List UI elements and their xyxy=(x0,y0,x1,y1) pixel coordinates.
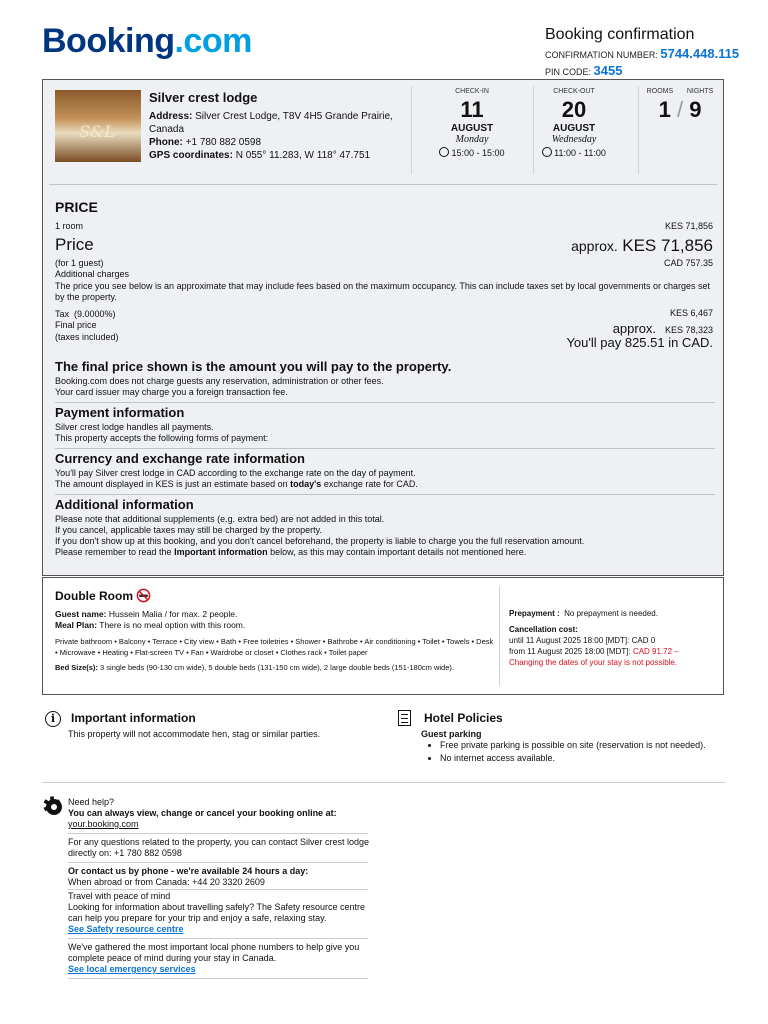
hotel-phone: +1 780 882 0598 xyxy=(185,137,262,148)
list-item: • Free private parking is possible on site (reservation is not needed). xyxy=(440,739,760,752)
divider xyxy=(55,402,715,403)
booking-logo: Booking.com xyxy=(42,22,252,60)
list-item: • No internet access available. xyxy=(440,752,760,765)
policies-list xyxy=(422,739,760,765)
you-pay: You'll pay 825.51 in CAD. xyxy=(566,335,713,350)
price-cad: CAD 757.35 xyxy=(663,258,713,268)
divider xyxy=(49,184,717,185)
divider xyxy=(533,86,534,174)
divider xyxy=(411,86,412,174)
payment-heading: Payment information xyxy=(55,405,185,420)
clock-icon xyxy=(439,147,449,157)
cancellation-info: Prepayment : No prepayment is needed. Cancellation cost: until 11 August 2025 18:00 [MDT]: CAD 0 from 11 August 2025 18:00 [MDT]: CAD 91.72 – Changing the dates of your stay is not possible. xyxy=(509,609,679,667)
booking-details-panel: S&L Silver crest lodge Address: Silver Crest Lodge, T8V 4H5 Grande Prairie, Canada Phone: +1 780 882 0598 GPS coordinates: N 055° 11.283, W 118° 47.751 CHECK-IN 11 AUGUST Monday 15:00 - 15:00 CHECK-OUT 20 AUGUST Wednesday 11:00 - 11:00 ROOMS NIGHTS 1 / 9 PRICE 1 room KES 71,856 Price approx. KES 71,856 (for 1 guest) CAD 757.35 Additional charges The price you see below is an approximate that may include fees based on the maximum occupancy. This can include taxes set by local governments or charges set by the property. Tax (9.0000%) KES 6,467 Final price approx. KES 78,323 (taxes included) You'll pay 825.51 in CAD. The final price shown is the amount you will pay to the property. Booking.com does not charge guests any reservation, administration or other fees. Your card issuer may charge you a foreign transaction fee. Payment information Silver crest lodge handles all payments. This property accepts the following forms of payment: Currency and exchange rate information You'll pay Silver crest lodge in CAD according to the exchange rate on the day of payment. The amount displayed in KES is just an estimate based on today's exchange rate for CAD. Additional information Please note that additional supplements (e.g. extra bed) are not added in this total. If you cancel, applicable taxes may still be charged by the property. If you don't show up at this booking, and you don't cancel beforehand, the property is liable to charge you the full reservation amount. Please remember to read the Important information below, as this may contain important details not mentioned here. xyxy=(42,79,724,576)
checkin-day: 11 xyxy=(460,97,484,122)
gear-icon xyxy=(46,799,62,815)
final-price: approx. KES 78,323 xyxy=(612,321,713,336)
price-label: Price xyxy=(55,235,94,254)
guest-name: Hussein Malia / for max. 2 people. xyxy=(108,609,238,619)
hotel-address: Silver Crest Lodge, T8V 4H5 Grande Prairie, Canada xyxy=(149,111,393,135)
confirmation-number-row: CONFIRMATION NUMBER: 5744.448.115 xyxy=(545,46,740,61)
price-disclaimer: The price you see below is an approximate that may include fees based on the maximum occupancy. This can include taxes set by local governments or charges set by the property. xyxy=(55,281,711,302)
tax-value: KES 6,467 xyxy=(669,308,713,318)
pin-row: PIN CODE: 3455 xyxy=(545,63,623,78)
rooms-count: 1 xyxy=(658,97,671,122)
hotel-gps: N 055° 11.283, W 118° 47.751 xyxy=(235,150,371,161)
no-smoking-icon xyxy=(136,588,151,603)
pin-code: 3455 xyxy=(593,63,623,78)
room-details-panel: Double Room Guest name: Hussein Malia / for max. 2 people. Meal Plan: There is no meal option with this room. Private bathroom • Balcony • Terrace • City view • Bath • Free toiletries • Shower • Bathrobe • Air conditioning • Toilet • Towels • Desk • Microwave • Heating • Flat-screen TV • Fan • Wardrobe or closet • Clothes rack • Toilet paper Bed Size(s): 3 single beds (90-130 cm wide), 5 double beds (131-150 cm wide), 2 large double beds (151-180cm wide). Prepayment : No prepayment is needed. Cancellation cost: until 11 August 2025 18:00 [MDT]: CAD 0 from 11 August 2025 18:00 [MDT]: CAD 91.72 – Changing the dates of your stay is not possible. xyxy=(42,577,724,695)
additional-heading: Additional information xyxy=(55,497,194,512)
divider xyxy=(42,782,725,783)
hotel-name: Silver crest lodge xyxy=(149,90,258,105)
divider xyxy=(55,494,715,495)
info-icon: i xyxy=(45,711,61,727)
document-icon xyxy=(398,710,411,726)
divider xyxy=(638,86,639,174)
approx-price: approx. KES 71,856 xyxy=(571,236,713,255)
confirmation-title: Booking confirmation xyxy=(545,26,695,43)
hotel-photo: S&L xyxy=(55,90,141,162)
currency-heading: Currency and exchange rate information xyxy=(55,451,305,466)
policies-heading: Hotel Policies xyxy=(424,711,503,725)
bed-sizes: Bed Size(s): 3 single beds (90-130 cm wide), 5 double beds (131-150 cm wide), 2 large double beds (151-180cm wide). xyxy=(55,663,454,672)
checkin-block: CHECK-IN 11 AUGUST Monday 15:00 - 15:00 xyxy=(413,88,531,158)
hotel-info: Address: Silver Crest Lodge, T8V 4H5 Grande Prairie, Canada Phone: +1 780 882 0598 GPS coordinates: N 055° 11.283, W 118° 47.751 xyxy=(149,111,393,161)
rooms-price: KES 71,856 xyxy=(664,221,713,231)
amenities: Private bathroom • Balcony • Terrace • City view • Bath • Free toiletries • Shower • Bathrobe • Air conditioning • Toilet • Towels • Desk • Microwave • Heating • Flat-screen TV • Fan • Wardrobe or closet • Clothes rack • Toilet paper xyxy=(55,637,494,657)
important-heading: Important information xyxy=(71,711,196,725)
important-text: This property will not accommodate hen, stag or similar parties. xyxy=(68,729,321,739)
safety-centre-link[interactable]: See Safety resource centre xyxy=(68,924,184,934)
clock-icon xyxy=(542,147,552,157)
confirmation-block xyxy=(545,26,739,78)
checkout-day: 20 xyxy=(561,97,587,122)
nights-count: 9 xyxy=(689,97,702,122)
confirmation-number: 5744.448.115 xyxy=(660,46,740,61)
your-booking-link[interactable]: your.booking.com xyxy=(68,819,139,829)
room-title: Double Room xyxy=(55,588,151,603)
price-heading: PRICE xyxy=(55,199,98,215)
divider xyxy=(55,448,715,449)
divider xyxy=(499,586,500,686)
emergency-services-link[interactable]: See local emergency services xyxy=(68,964,196,974)
rooms-nights-block: ROOMS NIGHTS 1 / 9 xyxy=(646,88,714,122)
checkout-block: CHECK-OUT 20 AUGUST Wednesday 11:00 - 11:00 xyxy=(535,88,613,158)
help-section: Need help? You can always view, change or cancel your booking online at: your.booking.com For any questions related to the property, you can contact Silver crest lodge directly on: +1 780 882 0598 Or contact us by phone - we're available 24 hours a day: When abroad or from Canada: +44 20 3320 2609 Travel with peace of mind Looking for information about travelling safely? The Safety resource centre can help you prepare for your trip and enjoy a safe, relaxing stay. See Safety resource centre We've gathered the most important local phone numbers to help give you complete peace of mind during your stay in Canada. See local emergency services xyxy=(68,797,373,982)
final-note-heading: The final price shown is the amount you will pay to the property. xyxy=(55,359,452,374)
